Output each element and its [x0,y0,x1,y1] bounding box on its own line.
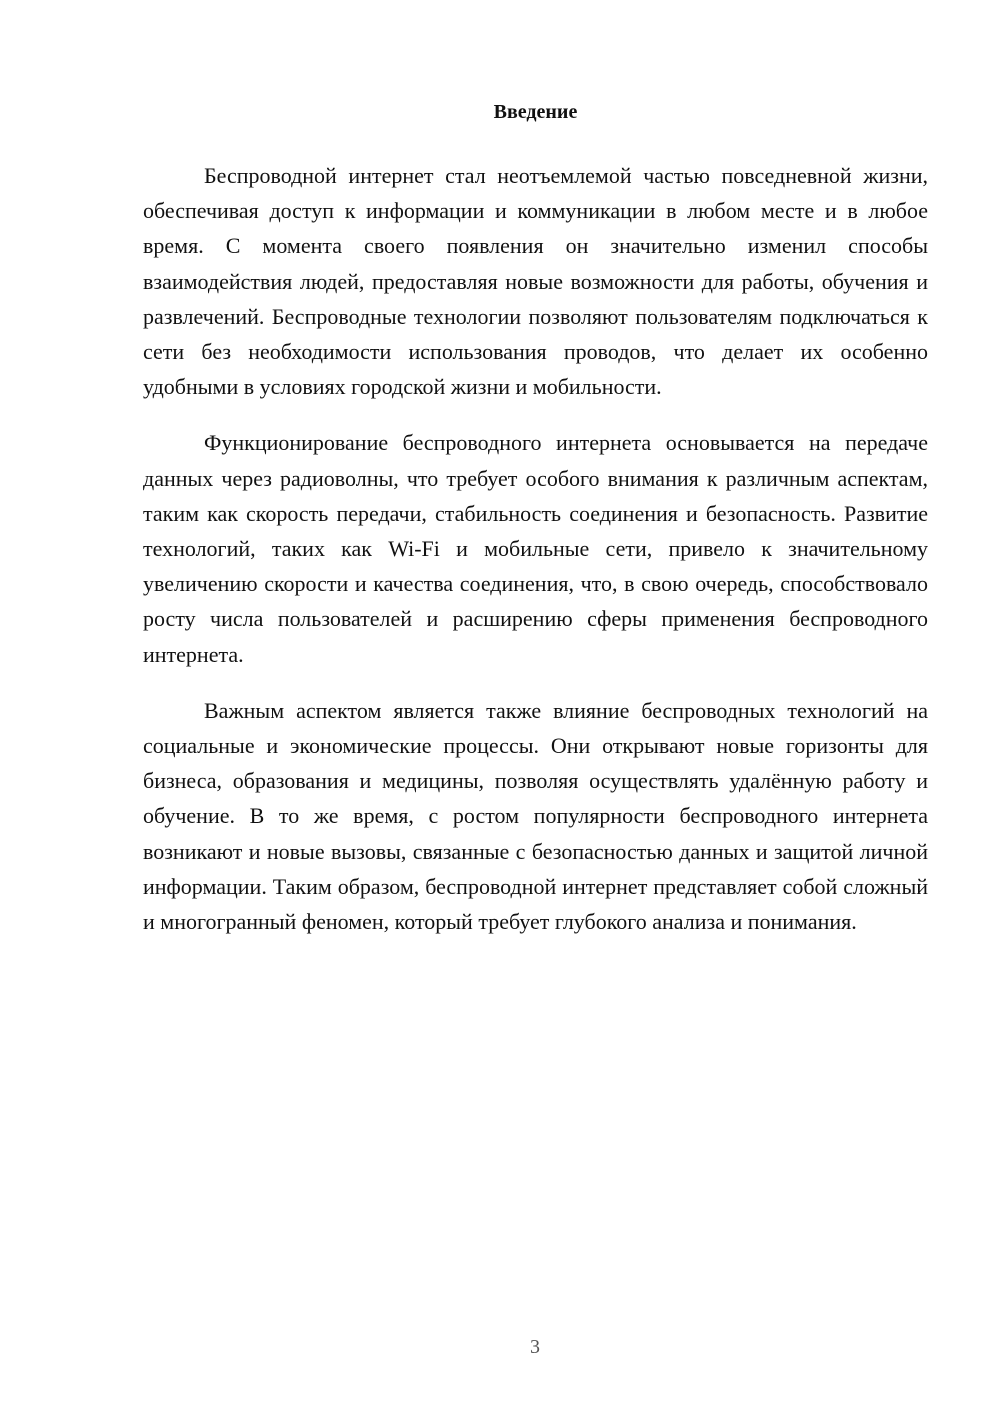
page-number: 3 [530,1336,540,1358]
section-title: Введение [493,101,578,123]
page-content [143,96,928,939]
paragraph-2: Функционирование беспроводного интернета основывается на передаче данных через радиоволны, что требует особого внимания к различным аспектам, таким как скорость передачи, стабильность соединения и безопасность. Развитие технологий, таких как Wi-Fi и мобильные сети, привело к значительному увеличению скорости и качества соединения, что, в свою очередь, способствовало росту числа пользователей и расширению сферы применения беспроводного интернета. [143,430,928,667]
paragraph-3: Важным аспектом является также влияние беспроводных технологий на социальные и экономические процессы. Они открывают новые горизонты для бизнеса, образования и медицины, позволяя осуществлять удалённую работу и обучение. В то же время, с ростом популярности беспроводного интернета возникают и новые вызовы, связанные с безопасностью данных и защитой личной информации. Таким образом, беспроводной интернет представляет собой сложный и многогранный феномен, который требует глубокого анализа и понимания. [143,697,928,935]
paragraph-1: Беспроводной интернет стал неотъемлемой частью повседневной жизни, обеспечивая доступ к информации и коммуникации в любом месте и в любое время. С момента своего появления он значительно изменил способы взаимодействия людей, предоставляя новые возможности для работы, обучения и развлечений. Беспроводные технологии позволяют пользователям подключаться к сети без необходимости использования проводов, что делает их особенно удобными в условиях городской жизни и мобильности. [143,163,928,400]
